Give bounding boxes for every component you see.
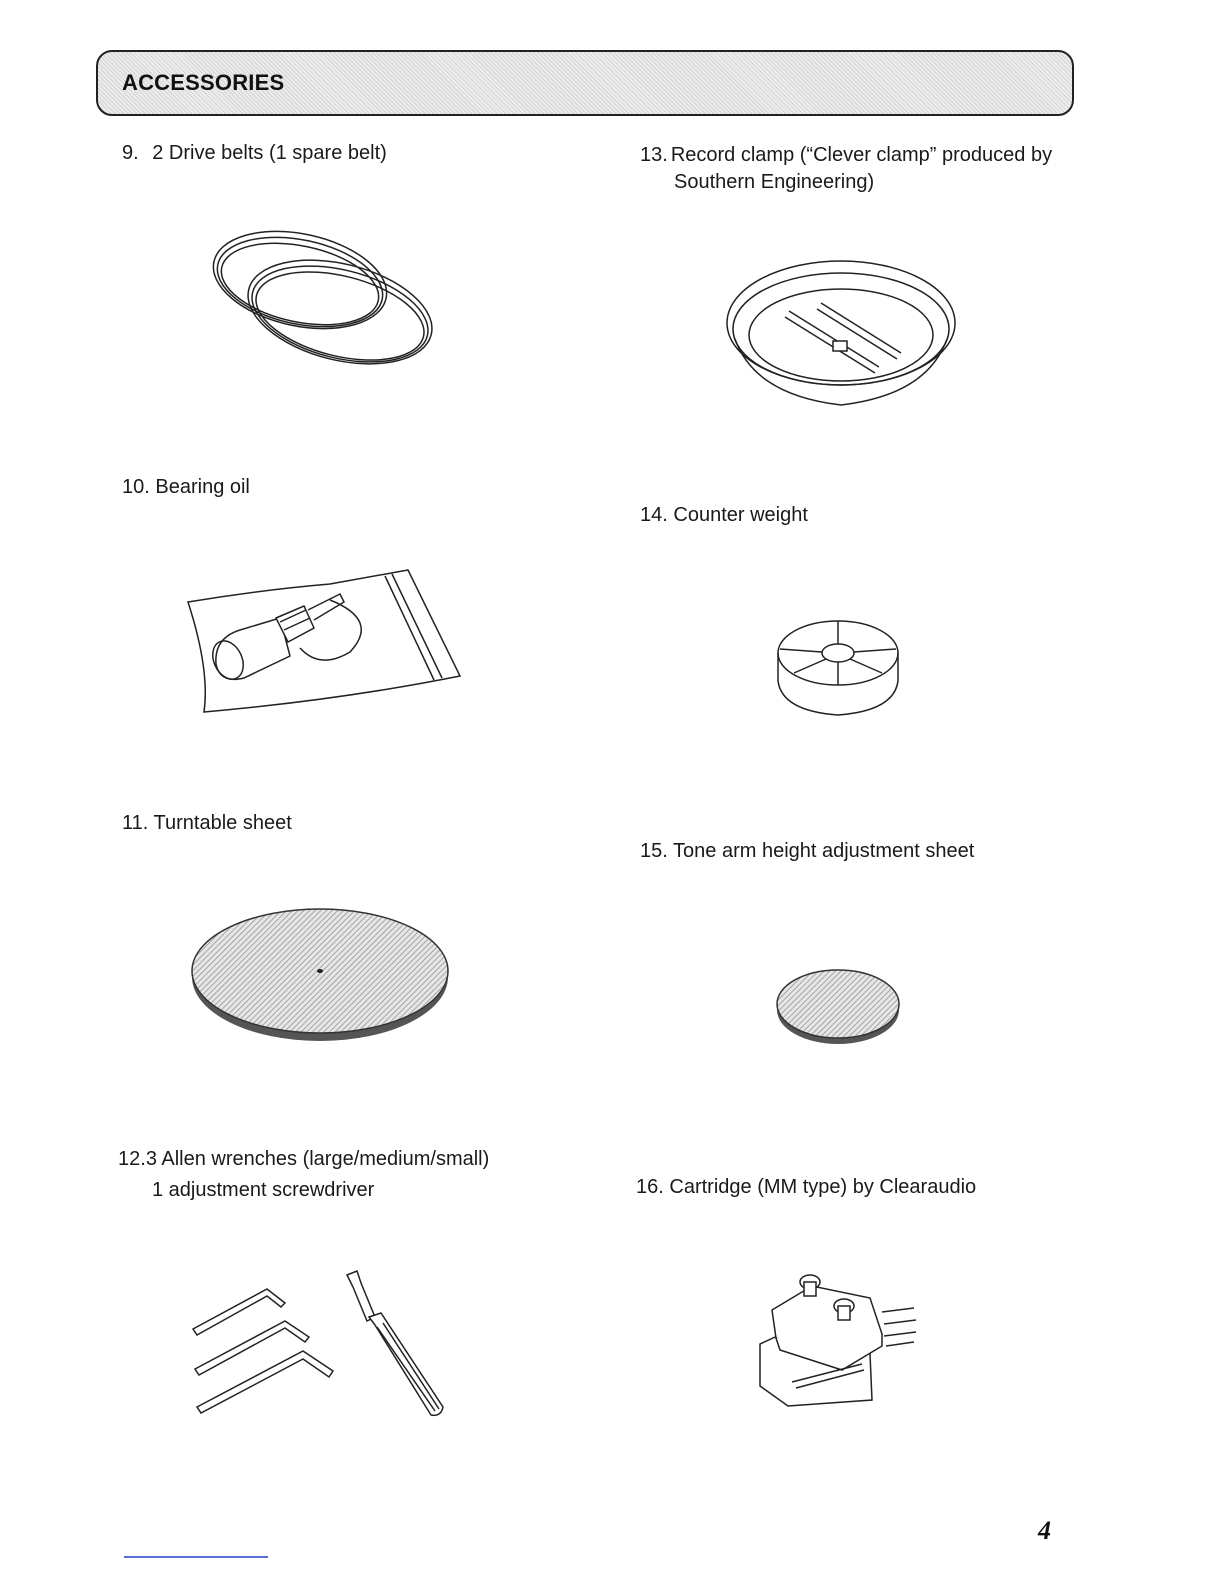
item-number: 12.	[118, 1148, 146, 1170]
item-text: 2 Drive belts (1 spare belt)	[152, 142, 387, 164]
item-number: 15.	[640, 840, 668, 862]
drive-belts-illustration	[200, 220, 470, 390]
item-12-caption	[118, 1146, 489, 1204]
item-text: Turntable sheet	[153, 812, 292, 834]
item-text: Tone arm height adjustment sheet	[673, 840, 975, 862]
section-title: ACCESSORIES	[122, 70, 285, 95]
page-number: 4	[1038, 1516, 1051, 1545]
item-text-line-2: Southern Engineering)	[674, 171, 875, 193]
item-text: 3 Allen wrenches (large/medium/small)	[145, 1148, 490, 1170]
item-11-caption	[122, 810, 292, 837]
item-16-caption	[636, 1174, 976, 1201]
item-number: 9.	[122, 142, 139, 164]
bearing-oil-illustration	[180, 560, 470, 720]
item-number: 13.	[640, 144, 668, 166]
height-adjustment-sheet-illustration	[774, 964, 902, 1050]
item-number: 14.	[640, 504, 668, 526]
item-13-caption	[640, 142, 1052, 196]
item-9-caption	[122, 140, 387, 167]
footer-rule	[124, 1556, 268, 1558]
record-clamp-illustration	[725, 255, 965, 415]
wrenches-screwdriver-illustration	[185, 1265, 465, 1425]
turntable-sheet-illustration	[190, 905, 460, 1050]
cartridge-illustration	[752, 1268, 922, 1413]
item-number: 10.	[122, 476, 150, 498]
item-number: 11.	[122, 812, 149, 834]
item-14-caption	[640, 502, 808, 529]
item-text: Record clamp (“Clever clamp” produced by	[670, 144, 1053, 166]
section-header-bar	[96, 50, 1074, 116]
item-text-line-2: 1 adjustment screwdriver	[152, 1179, 375, 1201]
item-text: Cartridge (MM type) by Clearaudio	[669, 1176, 977, 1198]
item-text: Counter weight	[673, 504, 808, 526]
item-10-caption	[122, 474, 250, 501]
counter-weight-illustration	[772, 615, 904, 723]
item-text: Bearing oil	[155, 476, 250, 498]
item-15-caption	[640, 838, 974, 865]
item-number: 16.	[636, 1176, 664, 1198]
